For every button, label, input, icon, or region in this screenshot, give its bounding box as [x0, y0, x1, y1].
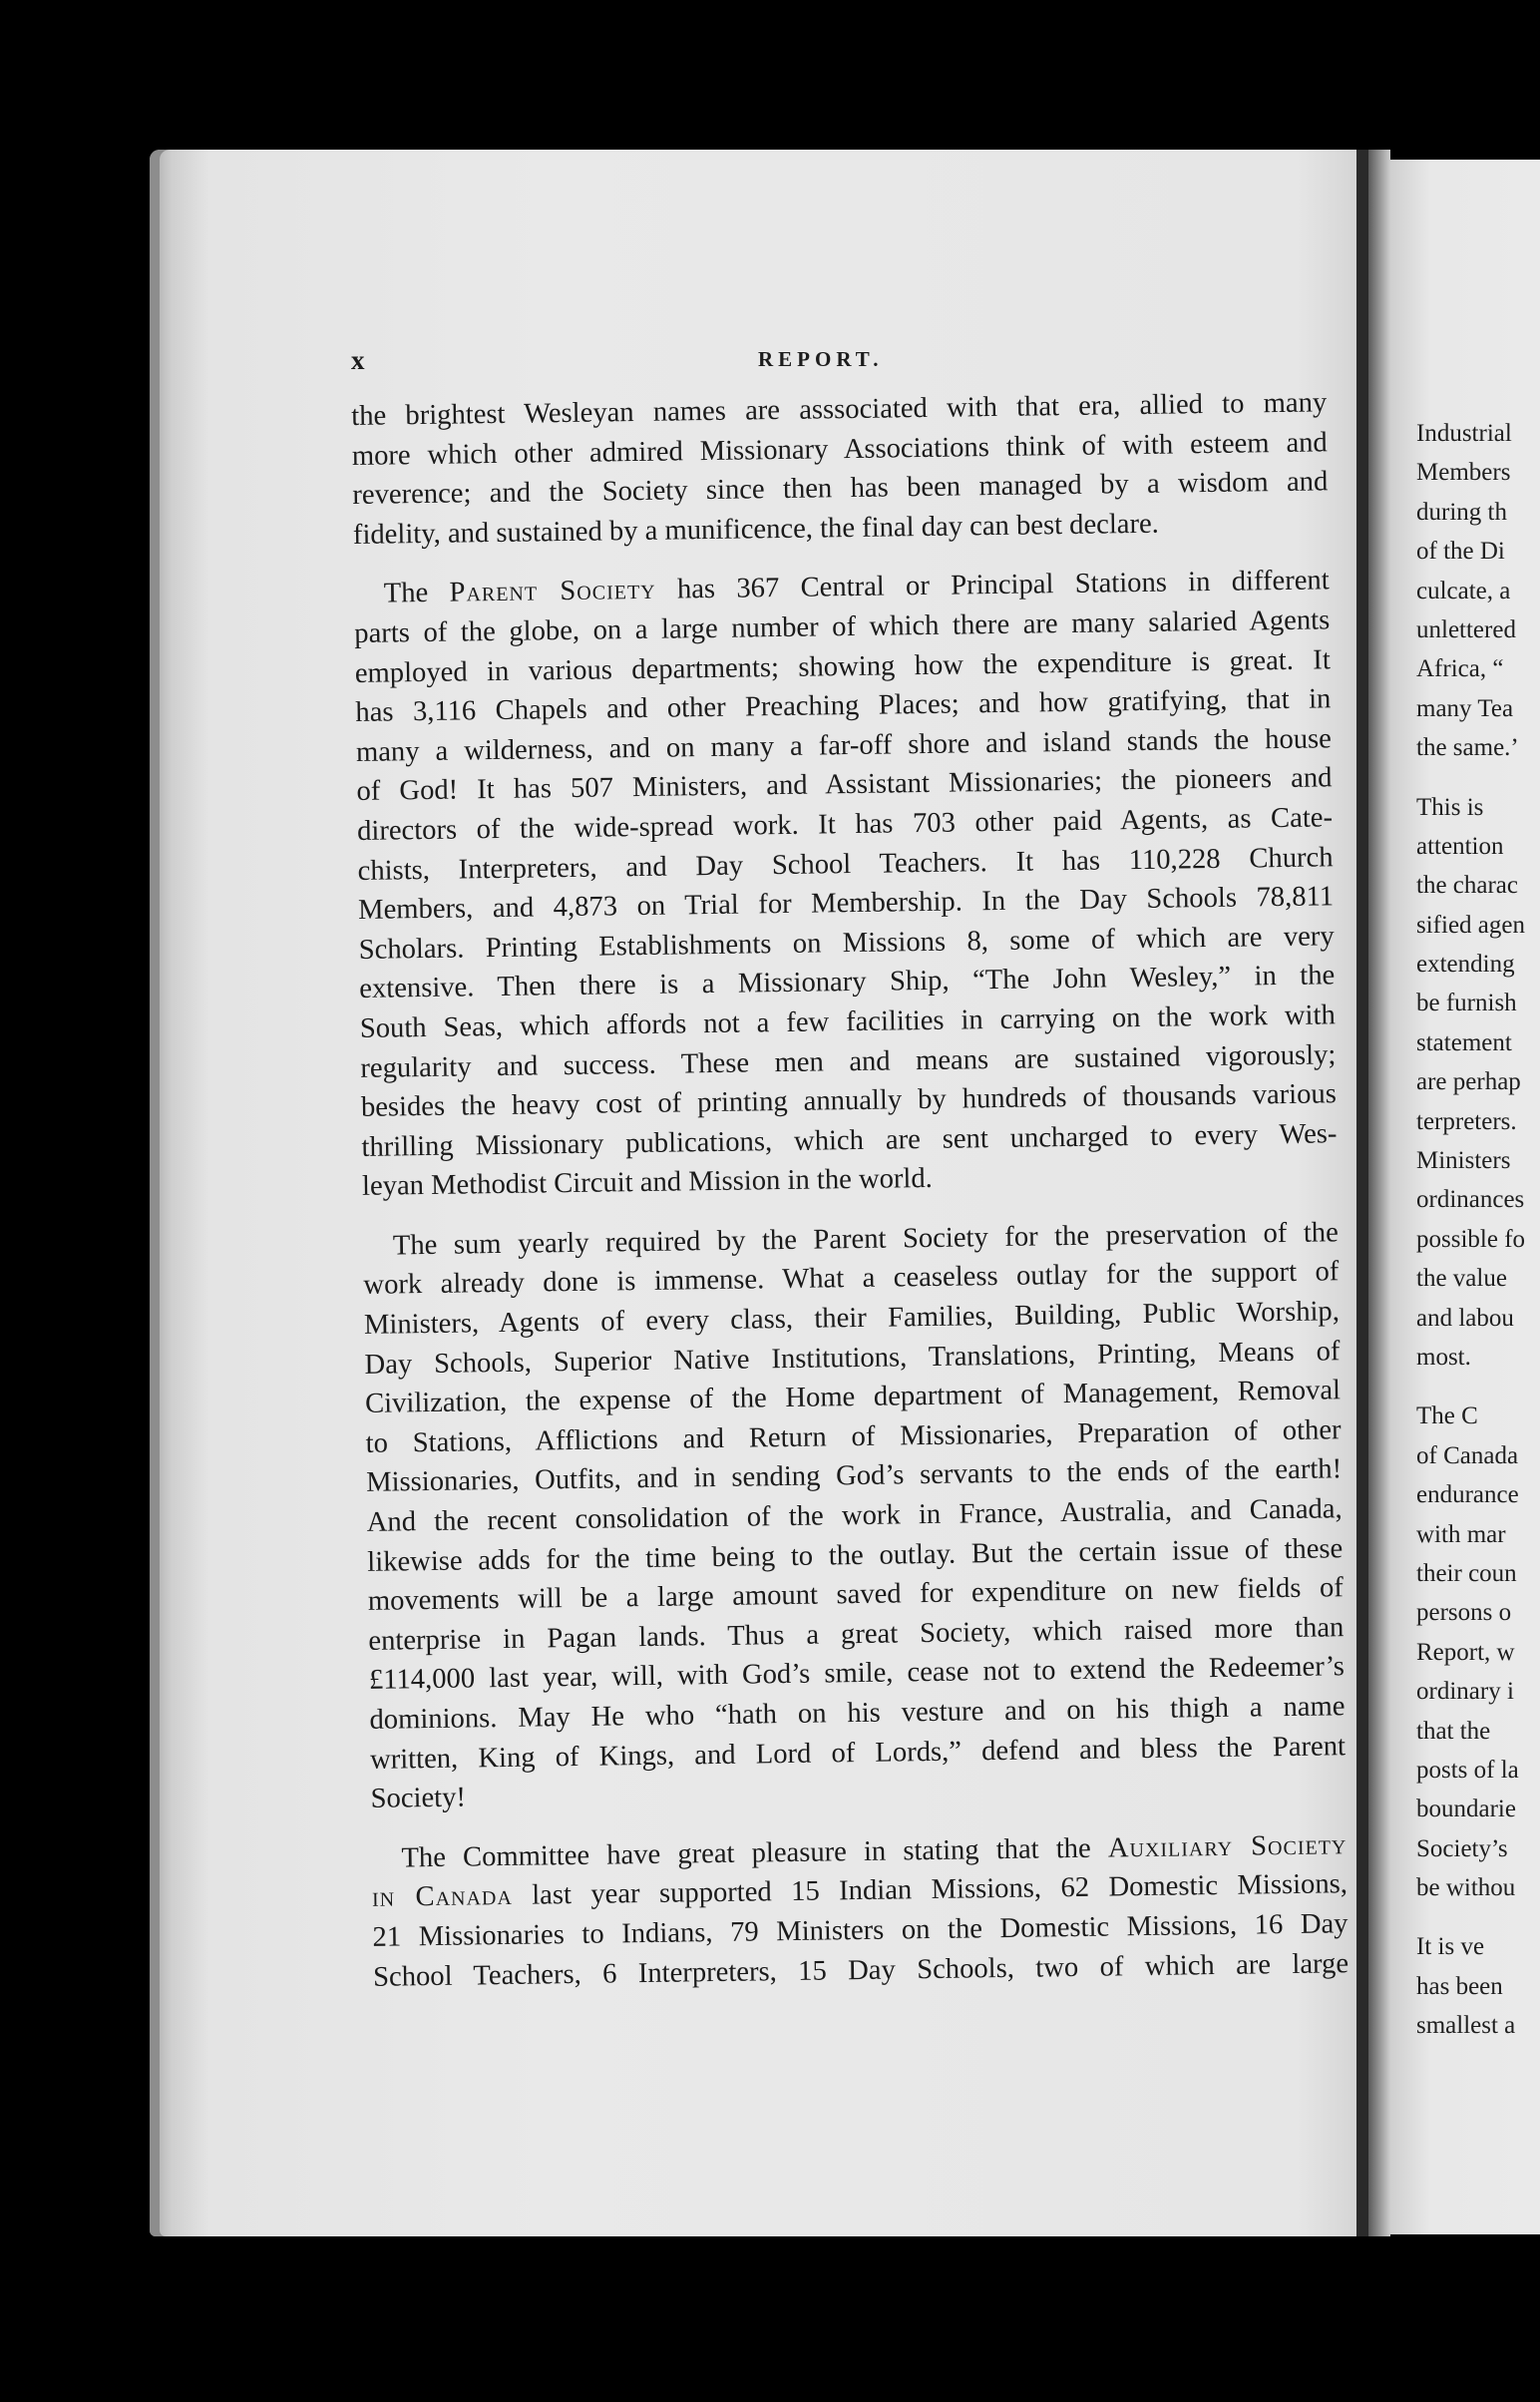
facing-page-line: statement [1416, 1028, 1512, 1056]
text-line: Scholars. Printing Establishments on Missions 8, some of which are very [358, 921, 1335, 966]
text-line: dominions. May He who “hath on his vesture and on his thigh a name [369, 1691, 1346, 1736]
in-canada-heading: in Canada [371, 1880, 514, 1914]
paragraph-gap [1416, 1377, 1540, 1397]
text-line: extensive. Then there is a Missionary Ship, “The John Wesley,” in the [359, 960, 1336, 1005]
text-line: likewise adds for the time being to the outlay. But the certain issue of these [367, 1532, 1344, 1578]
facing-page-line: ordinary i [1416, 1678, 1514, 1706]
text-line: enterprise in Pagan lands. Thus a great Society, which raised more than [368, 1612, 1345, 1657]
facing-page-line: unlettered [1416, 615, 1516, 643]
facing-page-line: Africa, “ [1416, 655, 1504, 683]
facing-page-line: Industrial [1416, 420, 1512, 447]
text-line: South Seas, which affords not a few facilities in carrying on the work with [359, 1000, 1336, 1044]
text-line: regularity and success. These men and means are sustained vigorously; [360, 1038, 1337, 1084]
facing-page-line: and labou [1416, 1304, 1514, 1332]
facing-page-line: attention [1416, 832, 1504, 860]
facing-page-line: endurance [1416, 1481, 1519, 1509]
text-line: reverence; and the Society since then has been managed by a wisdom and [352, 466, 1329, 512]
text-line: has 3,116 Chapels and other Preaching Places; and how gratifying, that in [355, 683, 1332, 729]
facing-page-line: their coun [1416, 1559, 1517, 1587]
text-line: Society! [370, 1782, 467, 1815]
text-line: work already done is immense. What a ceaseless outlay for the support of [363, 1256, 1340, 1302]
facing-page-line: has been [1416, 1972, 1503, 2000]
facing-page-line: This is [1416, 793, 1484, 821]
gutter-shadow [1368, 150, 1390, 2236]
facing-page-text [1416, 414, 1540, 2046]
facing-page-line: the charac [1416, 872, 1519, 900]
facing-page-line: sified agen [1416, 911, 1525, 939]
facing-page-line: Ministers [1416, 1147, 1511, 1175]
text-line: Missionaries, Outfits, and in sending God’s servants to the ends of the earth! [365, 1453, 1343, 1499]
text-line: of God! It has 507 Ministers, and Assistant Missionaries; the pioneers and [356, 762, 1333, 808]
text-line: the brightest Wesleyan names are asssociated with that era, allied to many [351, 387, 1328, 432]
text-line: £114,000 last year, will, with God’s smile, cease not to extend the Redeemer’s [368, 1651, 1346, 1697]
text-line: parts of the globe, on a large number of which there are many salaried Agents [354, 604, 1331, 649]
text-fragment: last year supported 15 Indian Missions, 62 Domestic Missions, [512, 1868, 1348, 1912]
paragraph-2 [353, 562, 1338, 1207]
facing-page-line: of Canada [1416, 1441, 1519, 1469]
book-gutter [1356, 150, 1368, 2236]
facing-page-line: boundarie [1416, 1796, 1516, 1823]
text-line: chists, Interpreters, and Day School Teachers. It has 110,228 Church [357, 841, 1334, 887]
facing-page-line: are perhap [1416, 1068, 1521, 1096]
text-line: School Teachers, 6 Interpreters, 15 Day Schools, two of which are large [372, 1947, 1349, 1993]
facing-page-line: posts of la [1416, 1756, 1519, 1784]
facing-page-line: the same.’ [1416, 734, 1519, 762]
text-line: Civilization, the expense of the Home department of Management, Removal [364, 1375, 1342, 1420]
paragraph-1 [351, 383, 1329, 555]
facing-page-line: many Tea [1416, 694, 1514, 722]
text-line: more which other admired Missionary Associations think of with esteem and [351, 426, 1328, 472]
text-line: directors of the wide-spread work. It has 703 other paid Agents, as Cate- [356, 802, 1334, 847]
text-line: written, King of Kings, and Lord of Lords,” defend and bless the Parent [369, 1730, 1347, 1776]
text-line: Members, and 4,873 on Trial for Membership. In the Day Schools 78,811 [357, 881, 1335, 927]
text-line: leyan Methodist Circuit and Mission in the world. [361, 1163, 934, 1203]
paragraph-3 [363, 1213, 1347, 1819]
facing-page-line: smallest a [1416, 2012, 1516, 2040]
paragraph-gap [1416, 1907, 1540, 1927]
text-line: fidelity, and sustained by a munificence, the final day can best declare. [352, 508, 1160, 551]
page-number: x [351, 345, 365, 375]
text-line: The sum yearly required by the Parent Society for the preservation of the [392, 1217, 1340, 1262]
text-line: And the recent consolidation of the work in France, Australia, and Canada, [366, 1493, 1343, 1538]
facing-page-line: during th [1416, 498, 1507, 526]
auxiliary-society-heading: Auxiliary Society [1107, 1828, 1348, 1864]
paragraph-lead: The Committee have great pleasure in stating that the [401, 1832, 1091, 1874]
facing-page-line: with mar [1416, 1520, 1506, 1548]
text-line: employed in various departments; showing how the expenditure is great. It [354, 643, 1331, 689]
body-text [351, 383, 1349, 2017]
text-line: thrilling Missionary publications, which are sent uncharged to every Wes- [361, 1117, 1338, 1163]
facing-page-line: Report, w [1416, 1638, 1515, 1666]
facing-page-line: be furnish [1416, 990, 1517, 1017]
facing-page-line: most. [1416, 1343, 1471, 1371]
facing-page-line: be withou [1416, 1874, 1516, 1902]
facing-page-line: that the [1416, 1717, 1491, 1745]
facing-page-line: of the Di [1416, 538, 1505, 566]
text-line: Ministers, Agents of every class, their Families, Building, Public Worship, [363, 1296, 1341, 1341]
facing-page-line: Society’s [1416, 1834, 1508, 1862]
facing-page-line: terpreters. [1416, 1107, 1517, 1135]
facing-page-line: persons o [1416, 1599, 1512, 1627]
text-line: besides the heavy cost of printing annually by hundreds of thousands various [360, 1078, 1338, 1124]
facing-page-line: the value [1416, 1265, 1507, 1293]
facing-page-line: possible fo [1416, 1225, 1526, 1253]
facing-page-line: ordinances [1416, 1186, 1525, 1214]
text-line: Day Schools, Superior Native Institutions, Translations, Printing, Means of [364, 1335, 1341, 1381]
running-title: REPORT. [758, 347, 884, 371]
parent-society-heading: Parent Society [449, 575, 656, 609]
facing-page-line: culcate, a [1416, 577, 1511, 604]
paragraph-4 [371, 1825, 1348, 1997]
facing-page-line: Members [1416, 459, 1511, 487]
paragraph-gap [1416, 768, 1540, 788]
facing-page-line: The C [1416, 1402, 1478, 1430]
facing-page-line: extending [1416, 951, 1515, 979]
text-fragment: has 367 Central or Principal Stations in different [655, 565, 1330, 606]
text-line: to Stations, Afflictions and Return of Missionaries, Preparation of other [365, 1414, 1342, 1459]
facing-page [1390, 160, 1540, 2234]
text-line: 21 Missionaries to Indians, 79 Ministers on the Domestic Missions, 16 Day [372, 1908, 1348, 1953]
facing-page-line: It is ve [1416, 1933, 1485, 1961]
text-line: many a wilderness, and on many a far-off shore and island stands the house [355, 723, 1333, 768]
paragraph-lead: The [383, 578, 429, 609]
page-header [351, 339, 1348, 379]
text-line: movements will be a large amount saved for expenditure on new fields of [367, 1572, 1344, 1618]
